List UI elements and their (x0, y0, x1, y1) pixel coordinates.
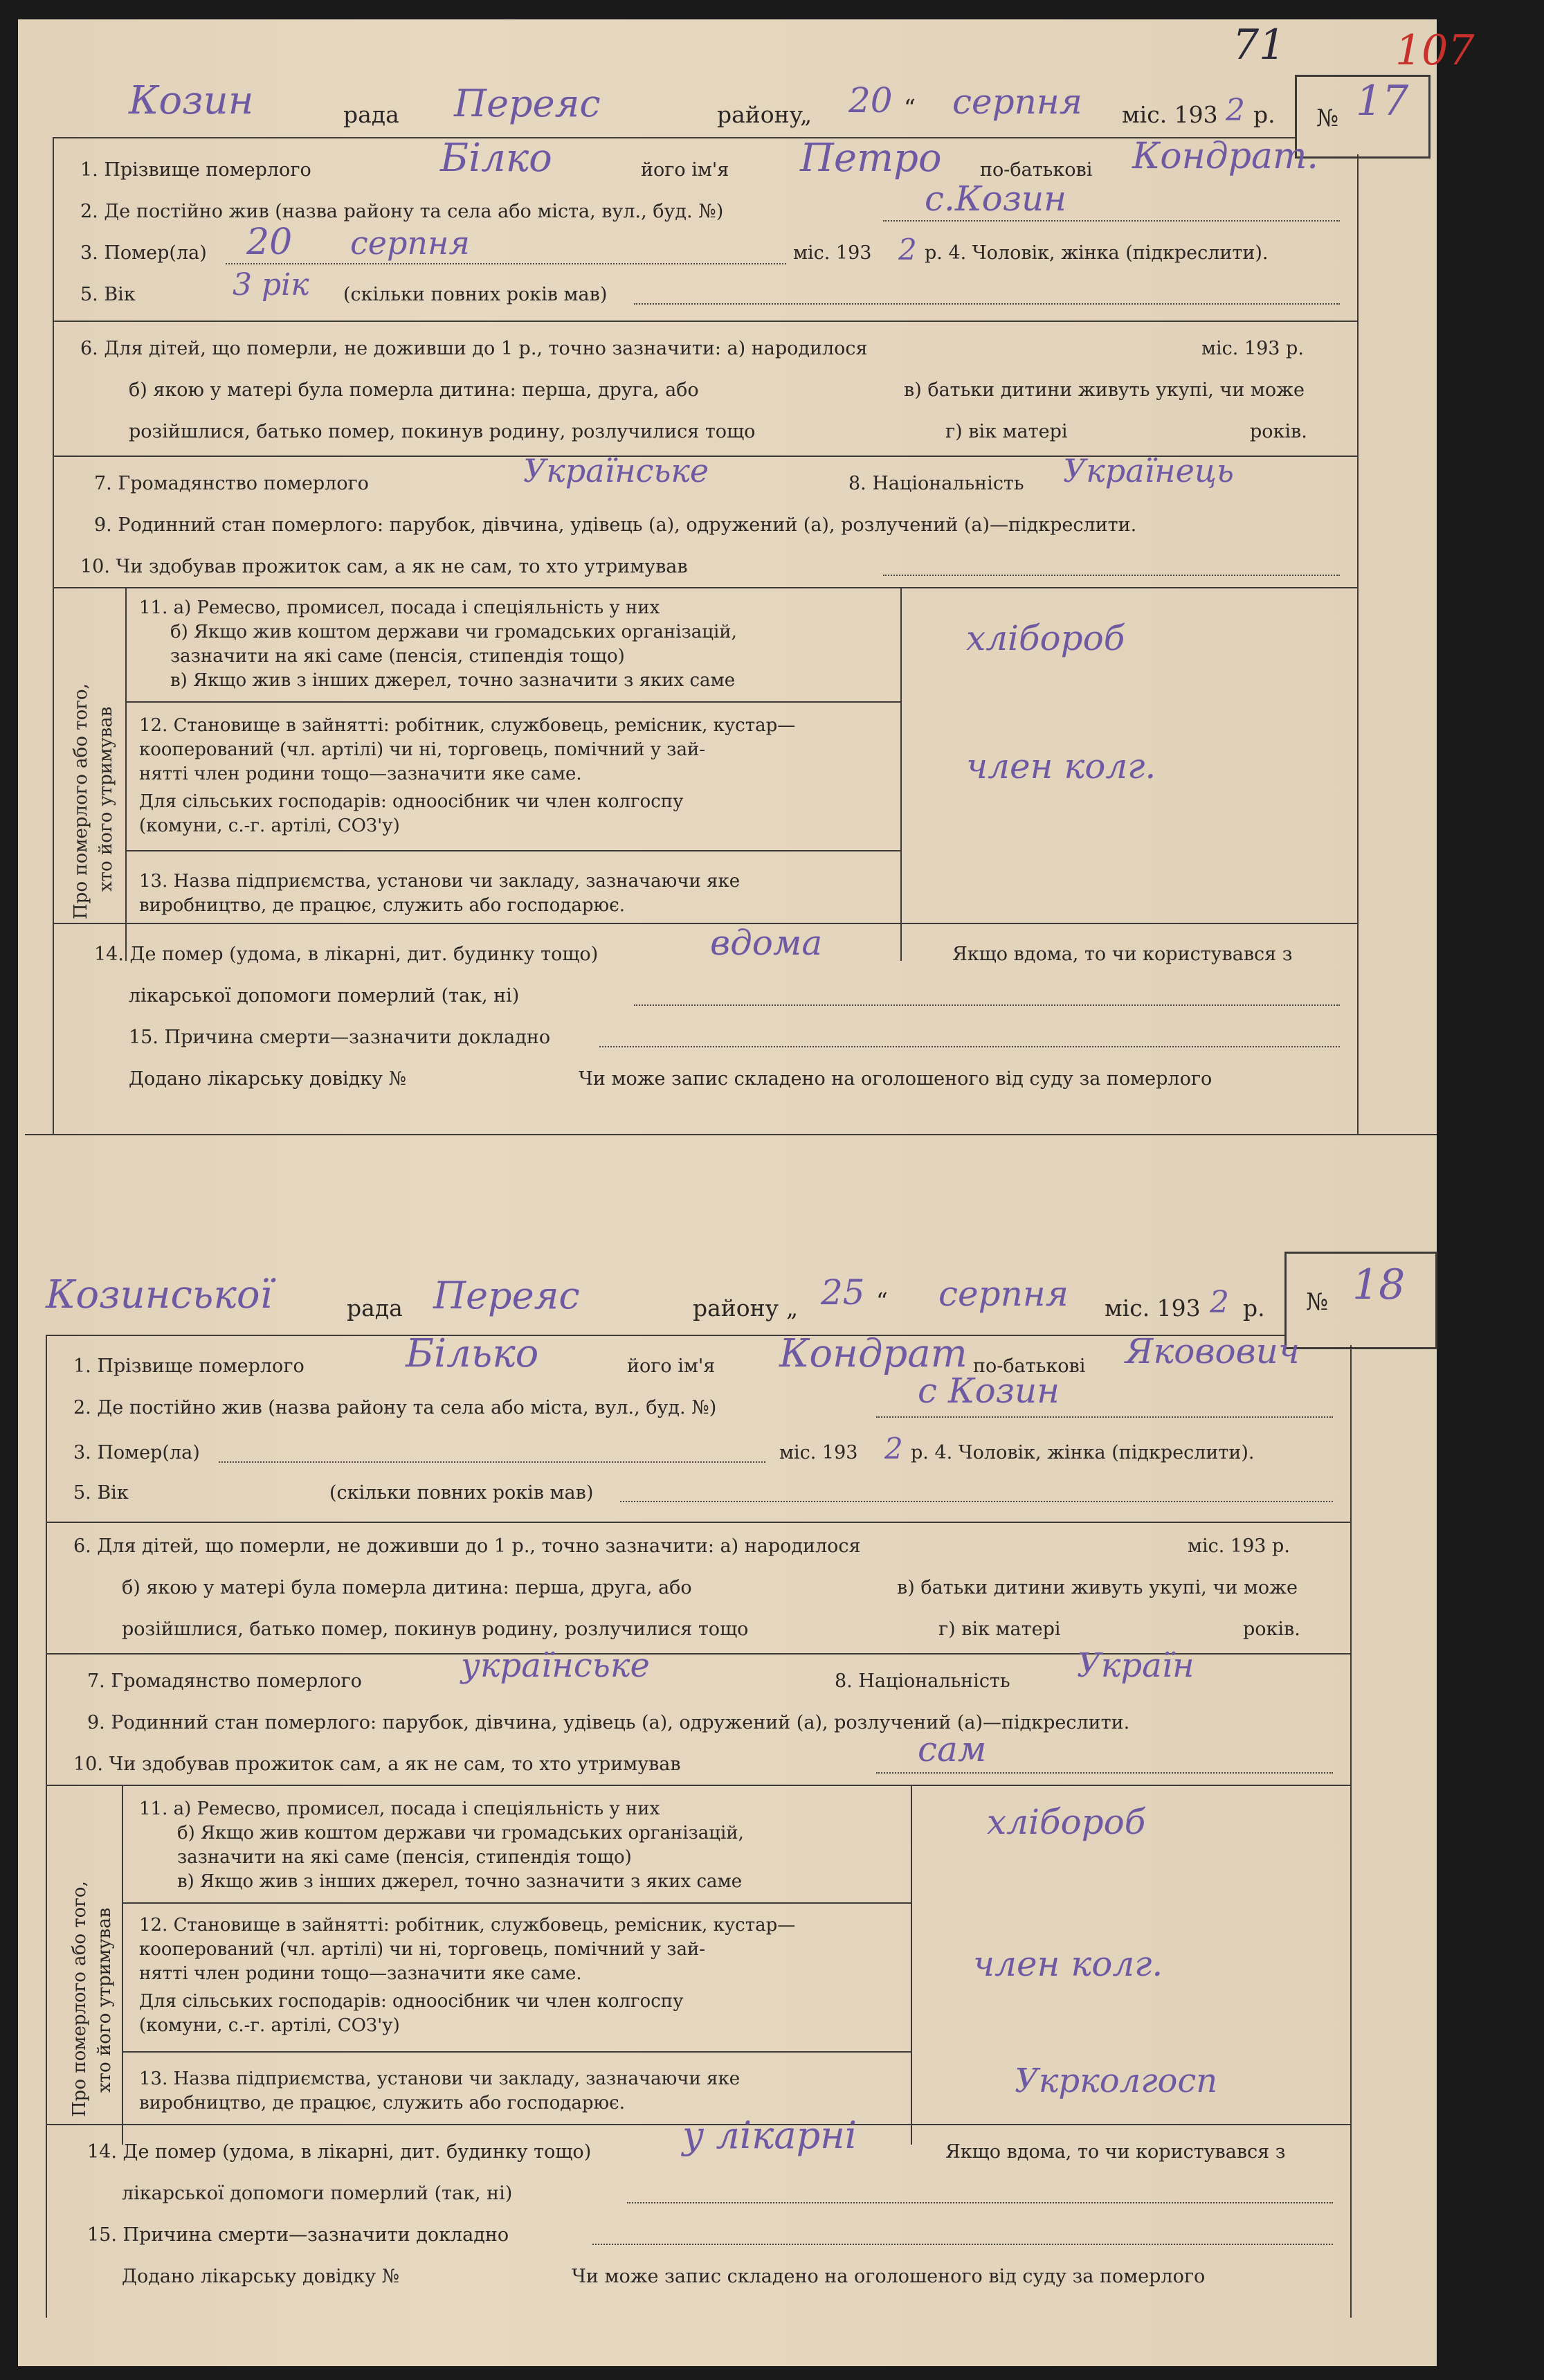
deceased-surname: Бiлько (406, 1331, 539, 1376)
q12-line-1: 12. Становище в зайнятті: робітник, службовець, ремісник, кустар— (139, 715, 796, 736)
nationality: Україн (1077, 1646, 1195, 1685)
q11-line-4: в) Якщо жив з інших джерел, точно зазначити з яких саме (177, 1871, 743, 1892)
place-of-death: у лікарні (682, 2113, 857, 2157)
q3-month-label: міс. 193 (793, 242, 872, 264)
q4-label: р. 4. Чоловік, жінка (підкреслити). (925, 242, 1269, 264)
q6b-label: б) якою у матері була померла дитина: перша, друга, або (129, 379, 699, 401)
q11-line-3: зазначити на які саме (пенсія, стипендія тощо) (177, 1847, 632, 1868)
employment-status: член колг. (973, 1944, 1163, 1984)
number-label: № (1306, 1288, 1329, 1316)
death-year-digit: 2 (898, 233, 917, 267)
q1-patronymic-label: по-батькові (980, 159, 1093, 181)
month-label: міс. 193 (1105, 1295, 1201, 1322)
q5-label: 5. Вік (80, 284, 136, 305)
record-year-digit: 2 (1226, 93, 1245, 128)
occupation: хлібороб (987, 1802, 1146, 1842)
q16-end: Чи може запис складено на оголошеного від суду за померлого (572, 2266, 1206, 2287)
workplace: Укрколгосп (1015, 2062, 1218, 2100)
q12-line-3: нятті член родини тощо—зазначити яке саме. (139, 1963, 582, 1984)
q3-month-label: міс. 193 (779, 1442, 858, 1463)
q13-line-1: 13. Назва підприємства, установи чи закладу, зазначаючи яке (139, 2068, 741, 2089)
register-sheet (18, 19, 1475, 2366)
side-label-line-1: Про померлого або того, (69, 1881, 90, 2117)
q6b-label: б) якою у матері була померла дитина: перша, друга, або (122, 1577, 692, 1598)
year-suffix: р. (1253, 101, 1275, 128)
q5-hint: (скільки повних років мав) (329, 1482, 594, 1504)
rada-label: рада (347, 1295, 403, 1322)
q11-line-4: в) Якщо жив з інших джерел, точно зазначити з яких саме (170, 670, 736, 691)
record-day: 20 (848, 80, 893, 120)
q11-line-1: 11. а) Ремесво, промисел, посада і спеціяльність у них (139, 597, 660, 618)
q14b-label: лікарської допомоги померлий (так, ні) (122, 2183, 513, 2204)
residence: с.Козин (925, 179, 1067, 219)
q6c-end: років. (1243, 1619, 1300, 1640)
record-number: 17 (1356, 77, 1409, 125)
q6c-mid: г) вік матері (945, 421, 1068, 442)
deceased-name: Кондрат (779, 1331, 968, 1376)
q15-label: 15. Причина смерти—зазначити докладно (87, 2224, 509, 2246)
q6c-mid: г) вік матері (938, 1619, 1061, 1640)
q8-label: 8. Національність (848, 473, 1024, 494)
q12-line-5: (комуни, с.-г. артілі, СОЗ'у) (139, 815, 400, 836)
q6a-label: 6. Для дітей, що померли, не доживши до 1 р., точно зазначити: а) народилося (80, 338, 868, 359)
rada-name: Козин (129, 78, 254, 123)
q13-line-1: 13. Назва підприємства, установи чи закладу, зазначаючи яке (139, 871, 741, 892)
rada-name: Козинської (46, 1272, 273, 1317)
q2-label: 2. Де постійно жив (назва району та села або міста, вул., буд. №) (73, 1397, 717, 1418)
q7-label: 7. Громадянство померлого (87, 1670, 362, 1692)
q16-label: Додано лікарську довідку № (129, 1068, 407, 1090)
q3-label: 3. Помер(ла) (73, 1442, 200, 1463)
number-label: № (1316, 105, 1339, 132)
q10-label: 10. Чи здобував прожиток сам, а як не сам, то хто утримував (73, 1754, 681, 1775)
q6b-end: в) батьки дитини живуть укупі, чи може (904, 379, 1305, 401)
deceased-patronymic: Кондрат. (1132, 136, 1318, 177)
residence: с Козин (918, 1371, 1060, 1411)
q12-line-4: Для сільських господарів: одноосібник чи член колгоспу (139, 791, 684, 812)
record-month: серпня (938, 1274, 1069, 1314)
q16-label: Додано лікарську довідку № (122, 2266, 400, 2287)
q1-label: 1. Прізвище померлого (73, 1355, 305, 1377)
q6a-label: 6. Для дітей, що померли, не доживши до 1 р., точно зазначити: а) народилося (73, 1535, 861, 1557)
district-name: Переяс (433, 1274, 580, 1317)
month-label: міс. 193 (1122, 101, 1218, 128)
q14-label: 14. Де помер (удома, в лікарні, дит. будинку тощо) (87, 2141, 592, 2163)
q11-line-1: 11. а) Ремесво, промисел, посада і спеціяльність у них (139, 1798, 660, 1819)
district-name: Переяс (454, 82, 601, 125)
record-month: серпня (952, 82, 1082, 122)
q5-hint: (скільки повних років мав) (343, 284, 608, 305)
death-year-digit: 2 (884, 1432, 903, 1466)
occupation: хлібороб (966, 618, 1125, 658)
record-number: 18 (1352, 1261, 1406, 1309)
death-record-2: Козинської рада Переяс району „ 25 “ серпня міс. 193 2 р. № 18 1. Прізвище померлого Бiлько його ім'я Кондрат по-батькові Яковович 2. Де постійно жив (назва району та села або міста, вул., буд. №) с Козин 3. Помер(ла) міс. 193 2 р. 4. Чоловік, жінка (підкреслити). 5. Вік (скільки повних років мав) 6. Для дітей, що померли, не доживши до 1 р., точно зазначити: а) народилося міс. 193 р. б) якою у матері була померла дитина: перша, друга, або в) батьки дитини живуть укупі, чи може розійшлися, батько помер, покинув родину, розлучилися тощо г) вік матері років. 7. Громадянство померлого українське 8. Національність Україн 9. Родинний стан померлого: парубок, дівчина, удівець (а), одружений (а), розлучений (а)—підкреслити. 10. Чи здобував прожиток сам, а як не сам, то хто утримував сам Про померлого або того, хто його утримував 11. а) Ремесво, промисел, посада і спеціяльність у них б) Якщо жив коштом держави чи громадських організацій, зазначити на які саме (пенсія, стипендія тощо) в) Якщо жив з інших джерел, точно зазначити з яких саме хлібороб 12. Становище в зайнятті: робітник, службовець, ремісник, кустар— кооперований (чл. артілі) чи ні, торговець, помічний у зай- нятті член родини тощо—зазначити яке саме. Для сільських господарів: одноосібник чи член колгоспу (комуни, с.-г. артілі, СОЗ'у) член колг. 13. Назва підприємства, установи чи закладу, зазначаючи яке виробництво, де працює, служить або господарює. Укрколгосп 14. Де помер (удома, в лікарні, дит. будинку тощо) у лікарні Якщо вдома, то чи користувався з лікарської допомоги померлий (так, ні) 15. Причина смерти—зазначити докладно Додано лікарську довідку № Чи може запис складено на оголошеного від суду за померлого (18, 1252, 1437, 2332)
q14-label: 14. Де помер (удома, в лікарні, дит. будинку тощо) (94, 944, 599, 965)
age: 3 рік (233, 267, 309, 303)
deceased-name: Петро (800, 136, 942, 181)
supported-by: сам (918, 1729, 987, 1769)
q6a-end: міс. 193 р. (1188, 1535, 1290, 1557)
q6b-end: в) батьки дитини живуть укупі, чи може (897, 1577, 1298, 1598)
side-label-line-2: хто його утримував (94, 1907, 115, 2093)
q13-line-2: виробництво, де працює, служить або господарює. (139, 2093, 626, 2113)
archive-number-red: 107 (1395, 26, 1475, 75)
q12-line-3: нятті член родини тощо—зазначити яке саме. (139, 764, 582, 784)
q13-line-2: виробництво, де працює, служить або господарює. (139, 895, 626, 916)
employment-status: член колг. (966, 746, 1156, 786)
q6a-end: міс. 193 р. (1201, 338, 1304, 359)
q9-label: 9. Родинний стан померлого: парубок, дівчина, удівець (а), одружений (а), розлучений (а)—підкреслити. (94, 514, 1137, 536)
year-suffix: р. (1243, 1295, 1265, 1322)
q2-label: 2. Де постійно жив (назва району та села або міста, вул., буд. №) (80, 201, 724, 222)
district-label: району (693, 1295, 779, 1322)
rada-label: рада (343, 101, 399, 128)
q11-line-3: зазначити на які саме (пенсія, стипендія тощо) (170, 646, 625, 667)
side-label-line-2: хто його утримував (96, 706, 116, 892)
q14-end: Якщо вдома, то чи користувався з (945, 2141, 1286, 2163)
deceased-patronymic: Яковович (1125, 1331, 1300, 1371)
q5-label: 5. Вік (73, 1482, 129, 1504)
q3-label: 3. Помер(ла) (80, 242, 207, 264)
q14b-label: лікарської допомоги померлий (так, ні) (129, 985, 520, 1007)
q15-label: 15. Причина смерти—зазначити докладно (129, 1027, 551, 1048)
q1-label: 1. Прізвище померлого (80, 159, 311, 181)
nationality: Українець (1063, 452, 1234, 489)
q6c-end: років. (1250, 421, 1307, 442)
q9-label: 9. Родинний стан померлого: парубок, дівчина, удівець (а), одружений (а), розлучений (а)—підкреслити. (87, 1712, 1130, 1733)
record-year-digit: 2 (1210, 1285, 1229, 1320)
q11-line-2: б) Якщо жив коштом держави чи громадських організацій, (177, 1823, 744, 1843)
record-day: 25 (821, 1272, 865, 1313)
q12-line-2: кооперований (чл. артілі) чи ні, торговець, помічний у зай- (139, 1939, 706, 1960)
death-month: серпня (350, 224, 470, 262)
record-number-box (1284, 1252, 1437, 1349)
q12-line-5: (комуни, с.-г. артілі, СОЗ'у) (139, 2015, 400, 2036)
deceased-surname: Бiлко (440, 136, 552, 181)
q1-name-label: його ім'я (627, 1355, 716, 1377)
death-record-1: Козин рада Переяс району „ 20 “ серпня міс. 193 2 р. № 17 1. Прізвище померлого Бiлко його ім'я Петро по-батькові Кондрат. 2. Де постійно жив (назва району та села або міста, вул., буд. №) с.Козин 3. Помер(ла) 20 серпня міс. 193 2 р. 4. Чоловік, жінка (підкреслити). 5. Вік 3 рік (скільки повних років мав) 6. Для дітей, що померли, не доживши до 1 р., точно зазначити: а) народилося міс. 193 р. б) якою у матері була померла дитина: перша, друга, або в) батьки дитини живуть укупі, чи може розійшлися, батько помер, покинув родину, розлучилися тощо г) вік матері років. 7. Громадянство померлого Українське 8. Національність Українець 9. Родинний стан померлого: парубок, дівчина, удівець (а), одружений (а), розлучений (а)—підкреслити. 10. Чи здобував прожиток сам, а як не сам, то хто утримував Про померлого або того, хто його утримував 11. а) Ремесво, промисел, посада і спеціяльність у них б) Якщо жив коштом держави чи громадських організацій, зазначити на які саме (пенсія, стипендія тощо) в) Якщо жив з інших джерел, точно зазначити з яких саме хлібороб 12. Становище в зайнятті: робітник, службовець, ремісник, кустар— кооперований (чл. артілі) чи ні, торговець, помічний у зай- нятті член родини тощо—зазначити яке саме. Для сільських господарів: одноосібник чи член колгоспу (комуни, с.-г. артілі, СОЗ'у) член колг. 13. Назва підприємства, установи чи закладу, зазначаючи яке виробництво, де працює, служить або господарює. 14. Де помер (удома, в лікарні, дит. будинку тощо) вдома Якщо вдома, то чи користувався з лікарської допомоги померлий (так, ні) 15. Причина смерти—зазначити докладно Додано лікарську довідку № Чи може запис складено на оголошеного від суду за померлого (25, 47, 1437, 1134)
q10-label: 10. Чи здобував прожиток сам, а як не сам, то хто утримував (80, 556, 688, 577)
q14-end: Якщо вдома, то чи користувався з (952, 944, 1293, 965)
q8-label: 8. Національність (835, 1670, 1010, 1692)
q16-end: Чи може запис складено на оголошеного від суду за померлого (579, 1068, 1213, 1090)
citizenship: українське (461, 1646, 650, 1685)
q6c-label: розійшлися, батько помер, покинув родину, розлучилися тощо (122, 1619, 749, 1640)
citizenship: Українське (523, 452, 709, 489)
q4-label: р. 4. Чоловік, жінка (підкреслити). (911, 1442, 1255, 1463)
q12-line-4: Для сільських господарів: одноосібник чи член колгоспу (139, 1991, 684, 2012)
q1-name-label: його ім'я (641, 159, 729, 181)
archive-number-ink: 71 (1233, 21, 1286, 69)
side-label-line-1: Про померлого або того, (71, 683, 91, 919)
death-day: 20 (246, 222, 293, 263)
place-of-death: вдома (710, 923, 823, 963)
district-label: району (717, 101, 803, 128)
q1-patronymic-label: по-батькові (973, 1355, 1086, 1377)
q11-line-2: б) Якщо жив коштом держави чи громадських організацій, (170, 622, 737, 642)
q6c-label: розійшлися, батько помер, покинув родину, розлучилися тощо (129, 421, 756, 442)
q12-line-1: 12. Становище в зайнятті: робітник, службовець, ремісник, кустар— (139, 1915, 796, 1936)
q12-line-2: кооперований (чл. артілі) чи ні, торговець, помічний у зай- (139, 739, 706, 760)
q7-label: 7. Громадянство померлого (94, 473, 369, 494)
